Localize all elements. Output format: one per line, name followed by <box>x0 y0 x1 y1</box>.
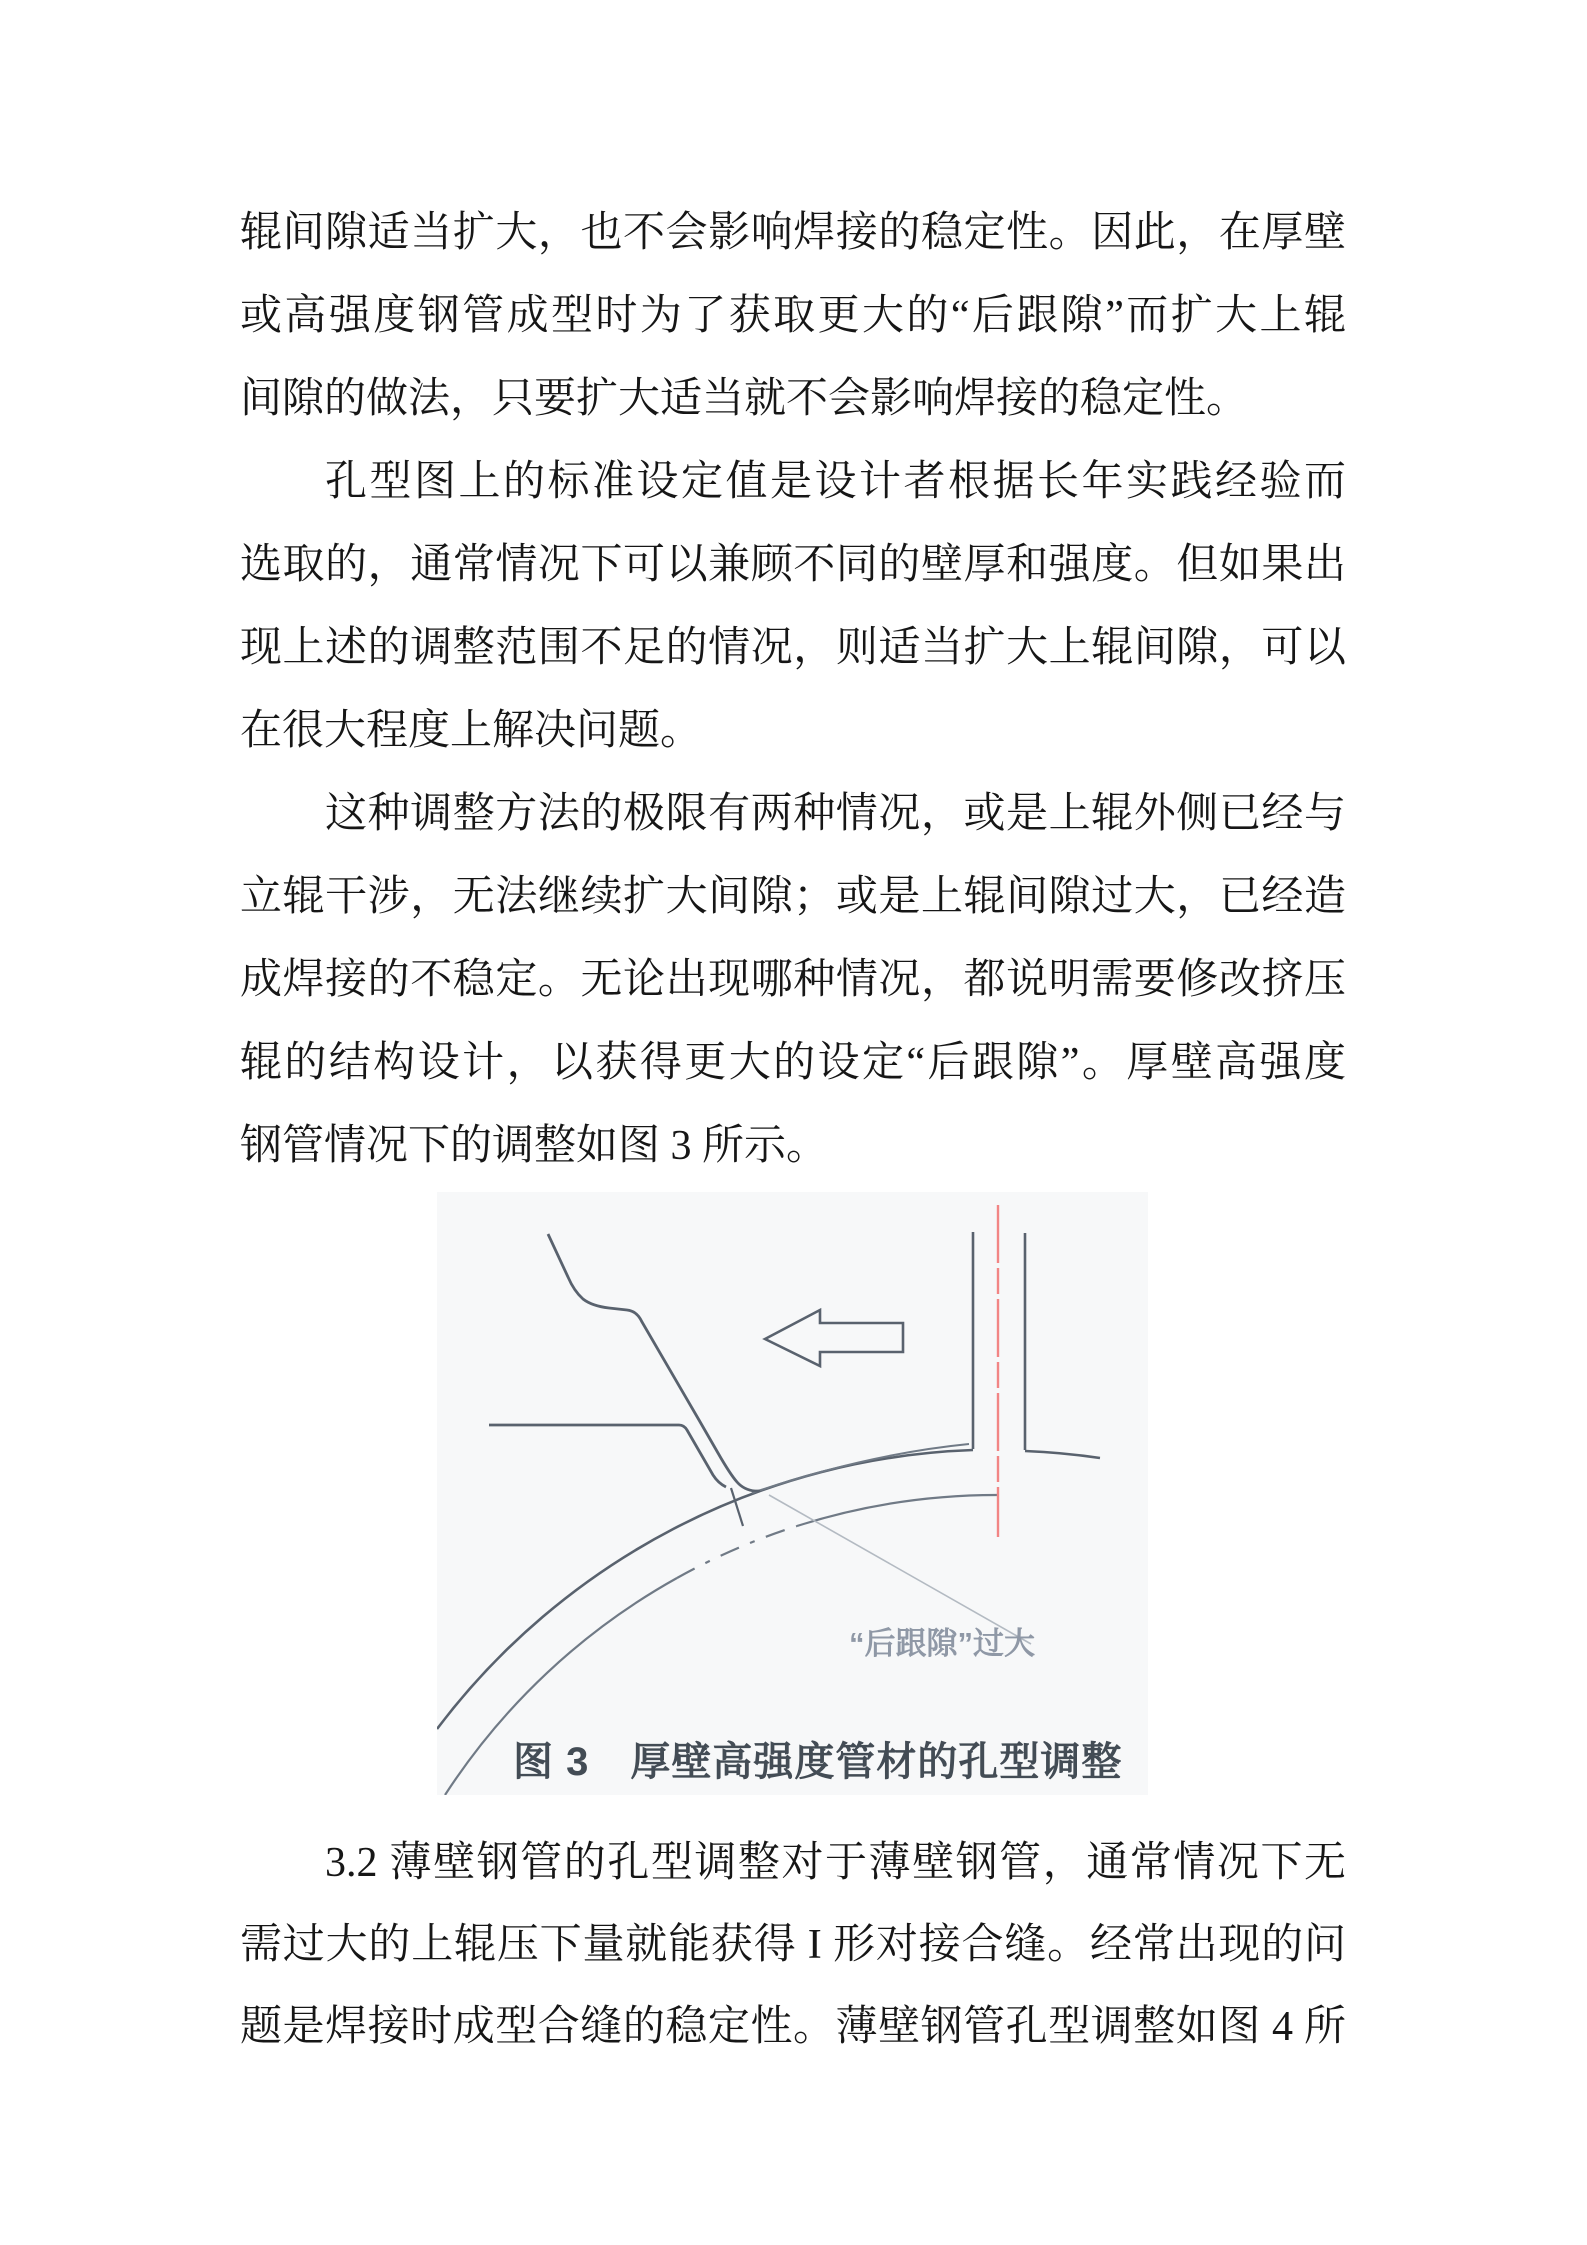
text-line: 钢管情况下的调整如图 3 所示。 <box>240 1123 829 1169</box>
roll-inner-line <box>489 1425 726 1487</box>
text-line: 间隙的做法，只要扩大适当就不会影响焊接的稳定性。 <box>240 376 1249 422</box>
text-line: 选取的，通常情况下可以兼顾不同的壁厚和强度。但如果出 <box>240 542 1346 588</box>
text-line: 辊的结构设计，以获得更大的设定“后跟隙”。厚壁高强度 <box>240 1040 1346 1086</box>
figure-drawing <box>437 1192 1148 1795</box>
text-line: 立辊干涉，无法继续扩大间隙；或是上辊间隙过大，已经造 <box>240 874 1346 920</box>
pipe-outer-arc-right <box>1025 1451 1100 1458</box>
text-line: 在很大程度上解决问题。 <box>240 708 703 754</box>
roll-profile-line <box>548 1234 760 1491</box>
text-line: 辊间隙适当扩大，也不会影响焊接的稳定性。因此，在厚壁 <box>240 210 1346 256</box>
text-line: 孔型图上的标准设定值是设计者根据长年实践经验而 <box>325 459 1346 505</box>
pipe-inner-arc-end <box>797 1495 998 1526</box>
text-line: 现上述的调整范围不足的情况，则适当扩大上辊间隙，可以 <box>240 625 1346 671</box>
figure-caption: 图 3 厚壁高强度管材的孔型调整 <box>513 1740 1123 1784</box>
text-line: 或高强度钢管成型时为了获取更大的“后跟隙”而扩大上辊 <box>240 293 1346 339</box>
text-line: 3.2 薄壁钢管的孔型调整对于薄壁钢管，通常情况下无 <box>325 1840 1346 1886</box>
pipe-inner-arc-dashed <box>677 1526 797 1578</box>
text-line: 这种调整方法的极限有两种情况，或是上辊外侧已经与 <box>325 791 1346 837</box>
direction-arrow-icon <box>765 1310 903 1366</box>
figure-3 <box>437 1192 1148 1795</box>
text-line: 题是焊接时成型合缝的稳定性。薄壁钢管孔型调整如图 4 所 <box>240 2004 1346 2050</box>
figure-annotation-label: “后跟隙”过大 <box>849 1626 1035 1661</box>
pipe-outer-arc-left <box>437 1450 973 1729</box>
roll-spur-line <box>731 1488 743 1526</box>
text-line: 成焊接的不稳定。无论出现哪种情况，都说明需要修改挤压 <box>240 957 1346 1003</box>
leader-line <box>769 1495 1031 1644</box>
text-line: 需过大的上辊压下量就能获得 I 形对接合缝。经常出现的问 <box>240 1922 1346 1968</box>
